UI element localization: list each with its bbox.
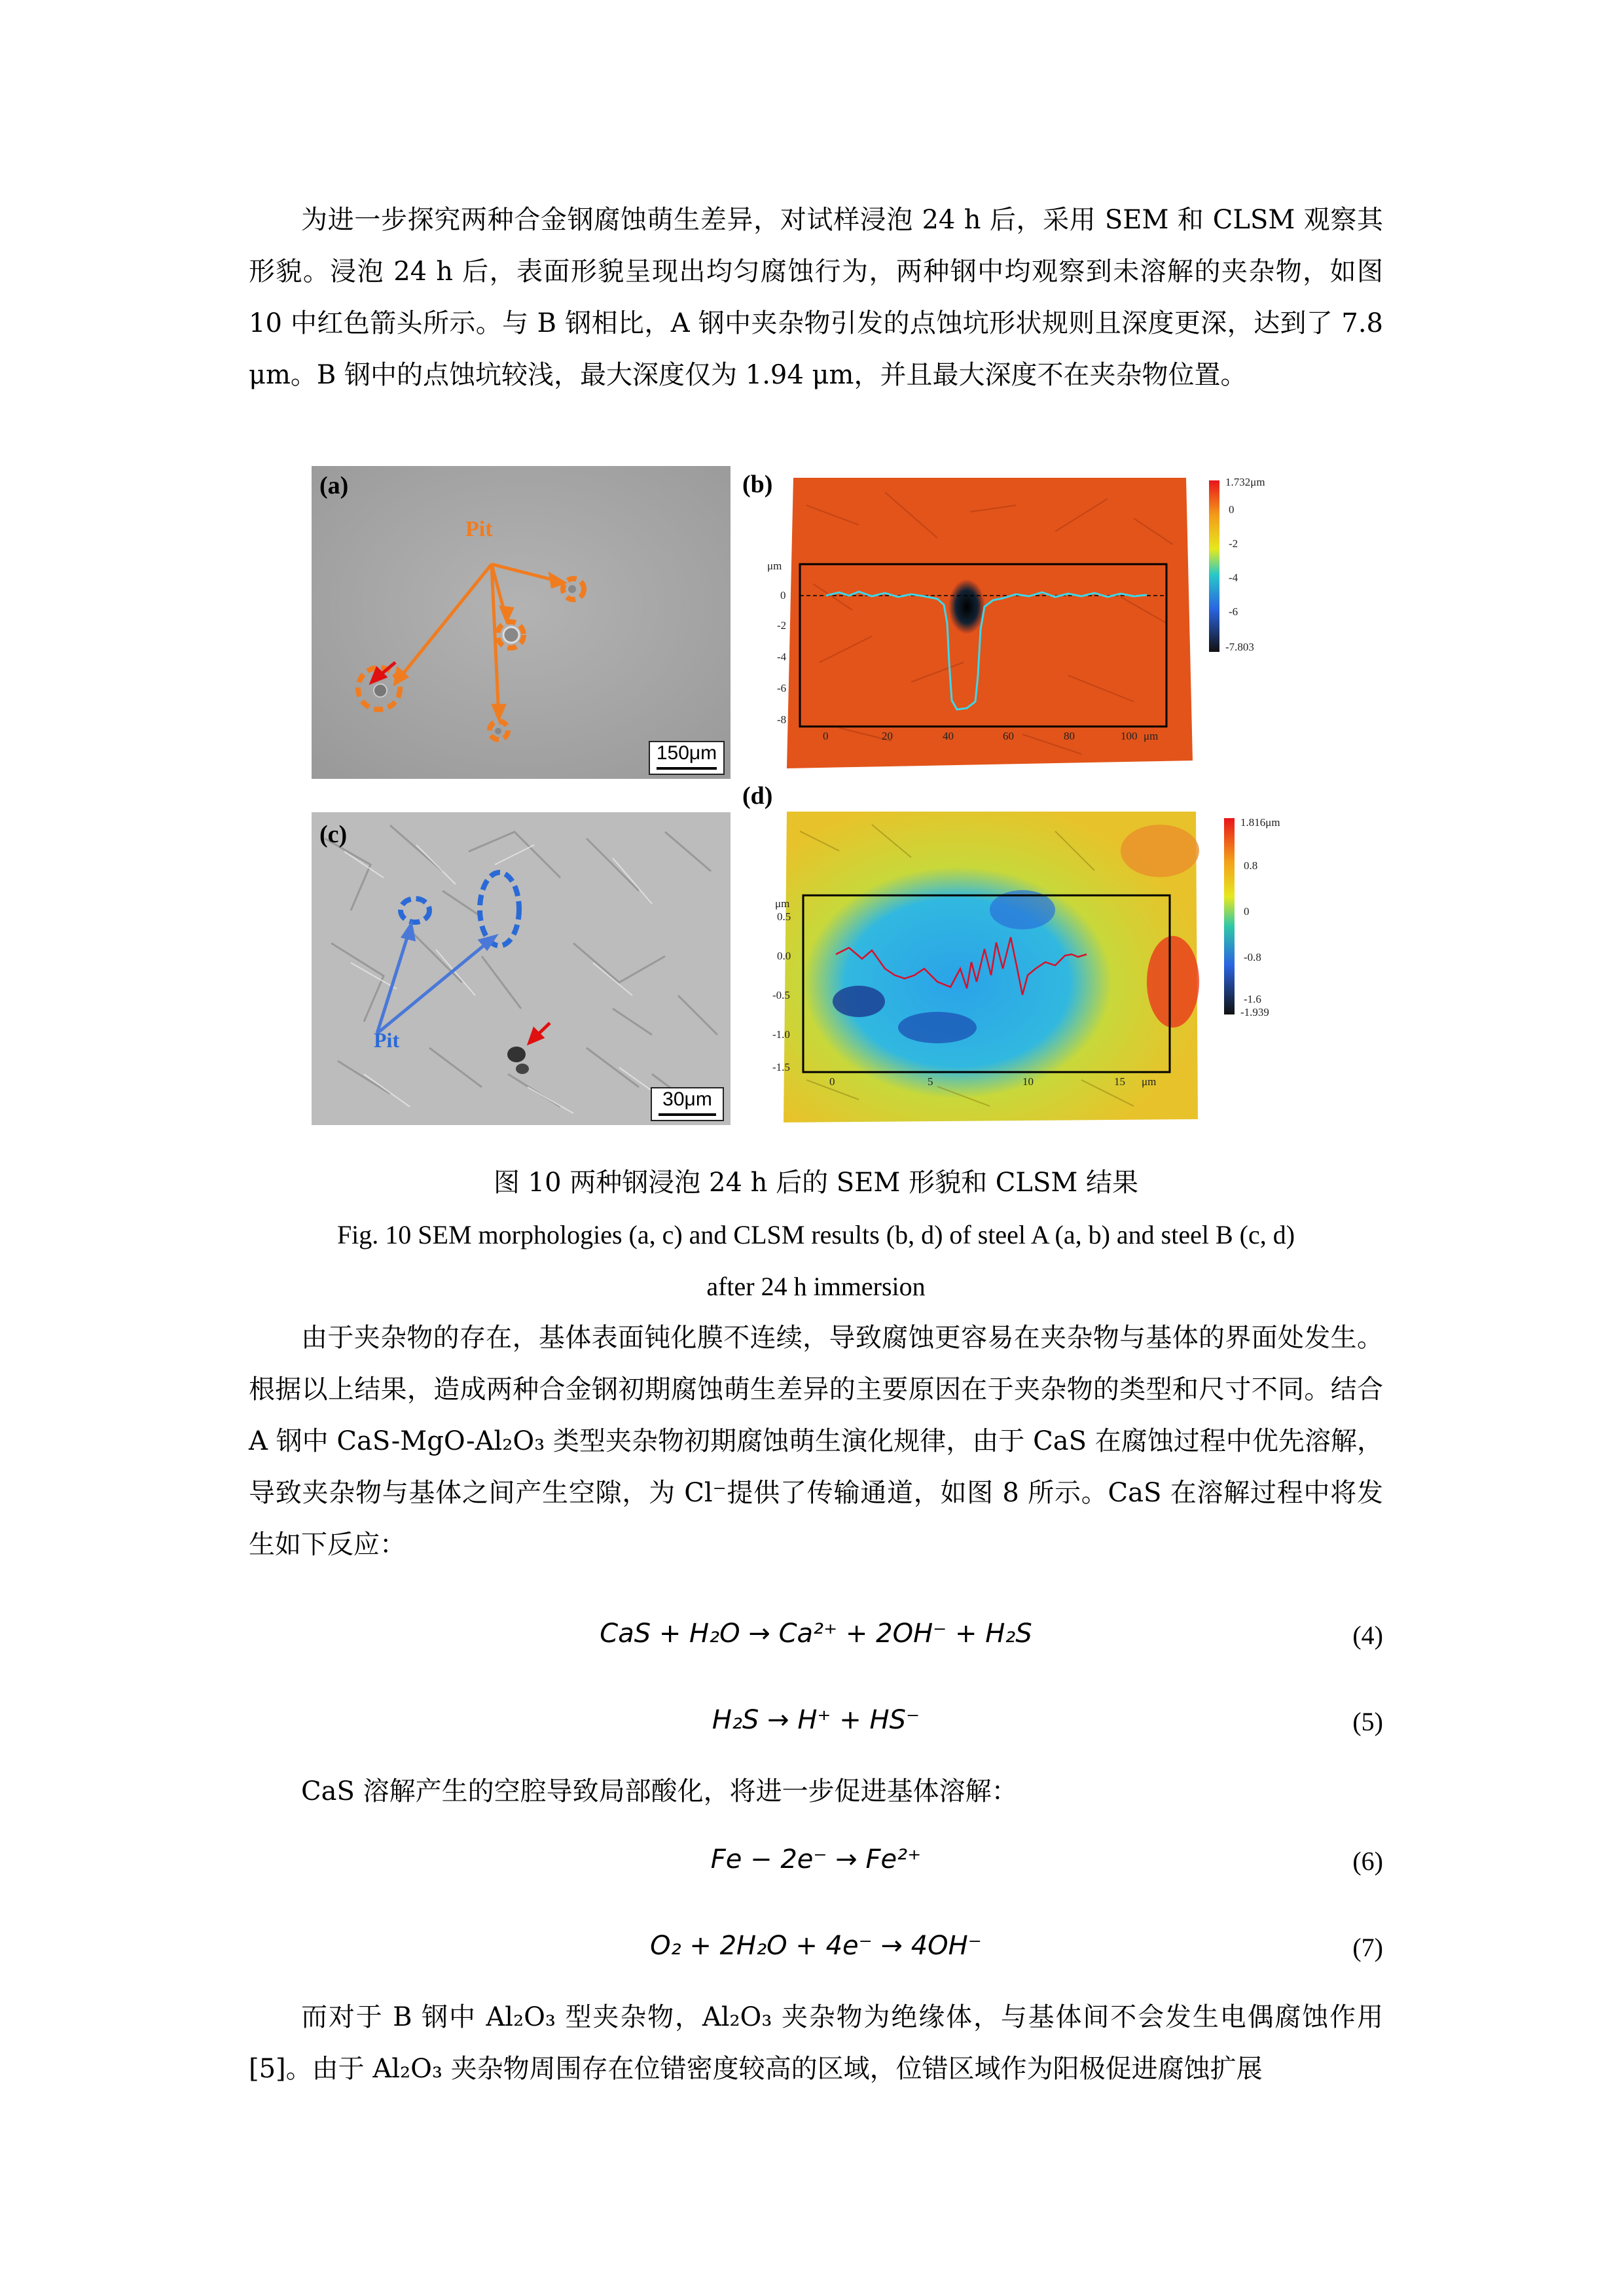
panel-label-a: (a) xyxy=(319,472,349,499)
pit-label-c: Pit xyxy=(374,1028,400,1052)
paragraph-2: 由于夹杂物的存在，基体表面钝化膜不连续，导致腐蚀更容易在夹杂物与基体的界面处发生。根据以上结果，造成两种合金钢初期腐蚀萌生差异的主要原因在于夹杂物的类型和尺寸不同。结合 A 钢中 CaS-MgO-Al₂O₃ 类型夹杂物初期腐蚀萌生演化规律，由于 CaS 在腐蚀过程中优先溶解，导致夹杂物与基体之间产生空隙，为 Cl⁻提供了传输通道，如图 8 所示。CaS 在溶解过程中将发生如下反应： xyxy=(249,1323,1383,1560)
equation-5-number: (5) xyxy=(1352,1707,1383,1736)
clsm-b-ytick-3: -6 xyxy=(777,682,787,694)
clsm-b-colorbar xyxy=(1209,480,1219,652)
clsm-b-ytick-0: 0 xyxy=(780,589,786,601)
equation-4 xyxy=(249,1613,1383,1659)
clsm-d-xtick-1: 5 xyxy=(928,1075,933,1088)
clsm-d-cb-2: 0 xyxy=(1244,905,1250,918)
panel-label-c: (c) xyxy=(319,821,348,848)
clsm-d-cb-3: -0.8 xyxy=(1244,951,1261,963)
clsm-d-cb-1: 0.8 xyxy=(1244,859,1258,872)
figure-caption-cn: 图 10 两种钢浸泡 24 h 后的 SEM 形貌和 CLSM 结果 xyxy=(493,1168,1139,1198)
clsm-image-d-graphic xyxy=(741,779,1304,1132)
pit-label-a: Pit xyxy=(465,517,493,541)
scale-bar-c-label: 30μm xyxy=(662,1088,712,1110)
sem-image-c-graphic xyxy=(312,812,731,1125)
clsm-b-ytick-1: -2 xyxy=(777,619,787,632)
clsm-b-cb-2: -2 xyxy=(1229,537,1238,550)
clsm-b-ytick-2: -4 xyxy=(777,651,787,663)
sem-image-a-graphic xyxy=(312,466,731,779)
clsm-image-b xyxy=(741,466,1304,779)
equation-4-formula: CaS + H₂O → Ca²⁺ + 2OH⁻ + H₂S xyxy=(600,1619,1032,1649)
equation-6-formula: Fe − 2e⁻ → Fe²⁺ xyxy=(710,1844,922,1874)
figure-caption-en-line2: after 24 h immersion xyxy=(706,1272,926,1301)
clsm-image-b-graphic xyxy=(741,466,1304,779)
clsm-b-xtick-0: 0 xyxy=(823,730,829,742)
equation-7-number: (7) xyxy=(1352,1933,1383,1962)
figure-caption-en-line1: Fig. 10 SEM morphologies (a, c) and CLSM results (b, d) of steel A (a, b) and steel B (c, d) xyxy=(336,1220,1295,1249)
scale-bar-a-label: 150μm xyxy=(656,742,717,764)
paragraph-3: CaS 溶解产生的空腔导致局部酸化，将进一步促进基体溶解： xyxy=(301,1776,1018,1806)
sem-image-c xyxy=(312,812,731,1125)
clsm-b-cb-5: -7.803 xyxy=(1225,641,1254,653)
clsm-b-cb-3: -4 xyxy=(1229,571,1238,584)
clsm-d-cb-0: 1.816μm xyxy=(1240,816,1280,829)
clsm-d-cb-4: -1.6 xyxy=(1244,993,1261,1005)
clsm-b-xtick-1: 20 xyxy=(882,730,893,742)
clsm-b-unit-x: μm xyxy=(1144,730,1159,742)
clsm-d-ytick-1: 0.0 xyxy=(777,950,791,962)
clsm-b-y-axis xyxy=(767,560,787,726)
equation-7-formula: O₂ + 2H₂O + 4e⁻ → 4OH⁻ xyxy=(650,1931,982,1961)
equation-7 xyxy=(249,1926,1383,1971)
clsm-d-ytick-3: -1.0 xyxy=(772,1028,790,1041)
clsm-d-xtick-3: 15 xyxy=(1114,1075,1125,1088)
equation-5 xyxy=(249,1700,1383,1746)
clsm-b-cb-4: -6 xyxy=(1229,605,1238,618)
clsm-b-xtick-4: 80 xyxy=(1064,730,1075,742)
panel-label-d: (d) xyxy=(742,782,773,810)
equation-4-number: (4) xyxy=(1352,1621,1383,1650)
clsm-d-colorbar xyxy=(1224,818,1235,1014)
equation-5-formula: H₂S → H⁺ + HS⁻ xyxy=(712,1705,920,1735)
clsm-d-ytick-4: -1.5 xyxy=(772,1061,790,1073)
clsm-b-xtick-3: 60 xyxy=(1003,730,1014,742)
clsm-image-d xyxy=(741,779,1304,1132)
clsm-b-unit-y: μm xyxy=(767,560,782,572)
panel-label-b: (b) xyxy=(742,471,773,498)
clsm-d-ytick-2: -0.5 xyxy=(772,989,790,1001)
sem-image-a xyxy=(312,466,731,779)
scale-bar-a xyxy=(649,741,725,775)
clsm-b-ytick-4: -8 xyxy=(777,713,787,726)
paragraph-4: 而对于 B 钢中 Al₂O₃ 型夹杂物，Al₂O₃ 夹杂物为绝缘体，与基体间不会发生电偶腐蚀作用[5]。由于 Al₂O₃ 夹杂物周围存在位错密度较高的区域，位错区域作为阳极促进腐蚀扩展 xyxy=(249,2002,1383,2084)
paragraph-1: 为进一步探究两种合金钢腐蚀萌生差异，对试样浸泡 24 h 后，采用 SEM 和 CLSM 观察其形貌。浸泡 24 h 后，表面形貌呈现出均匀腐蚀行为，两种钢中均观察到未溶解的夹杂物，如图 10 中红色箭头所示。与 B 钢相比，A 钢中夹杂物引发的点蚀坑形状规则且深度更深，达到了 7.8 μm。B 钢中的点蚀坑较浅，最大深度仅为 1.94 μm，并且最大深度不在夹杂物位置。 xyxy=(249,205,1383,390)
clsm-b-xtick-5: 100 xyxy=(1121,730,1138,742)
equation-6-number: (6) xyxy=(1352,1846,1383,1876)
scale-bar-c xyxy=(651,1087,724,1121)
clsm-d-xtick-2: 10 xyxy=(1022,1075,1034,1088)
clsm-d-ytick-0: 0.5 xyxy=(777,910,791,923)
clsm-b-xtick-2: 40 xyxy=(943,730,954,742)
clsm-d-unit-y: μm xyxy=(775,897,790,910)
clsm-b-cb-1: 0 xyxy=(1229,503,1235,516)
clsm-b-cb-0: 1.732μm xyxy=(1225,476,1265,488)
clsm-d-cb-5: -1.939 xyxy=(1240,1006,1269,1018)
clsm-d-xtick-0: 0 xyxy=(829,1075,835,1088)
equation-6 xyxy=(249,1839,1383,1885)
clsm-d-unit-x: μm xyxy=(1142,1075,1157,1088)
